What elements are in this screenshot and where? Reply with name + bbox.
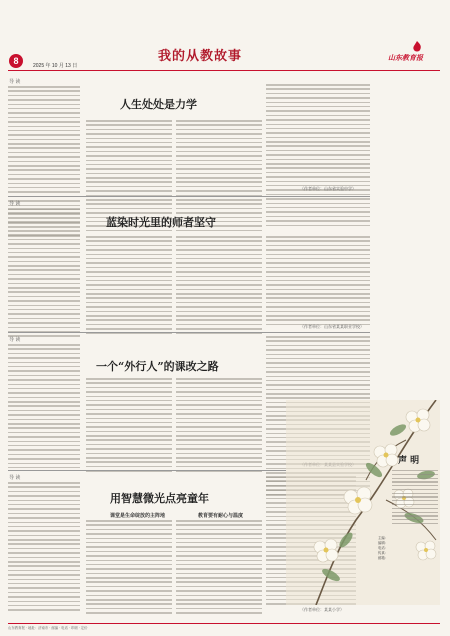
statement-title: 声 明 [398, 456, 420, 466]
article-label: 导 读 [9, 337, 21, 343]
logo-flame-icon [410, 40, 424, 54]
staff-list [378, 536, 442, 561]
section-divider [8, 332, 370, 333]
article-text-column [266, 84, 370, 229]
page-number: 8 [9, 54, 23, 68]
article-subhead: 课堂是生命绽放的主阵地 [110, 513, 166, 519]
page-footer: 山东教育报 · 地址：济南市 · 邮编 · 电话 · 印刷 · 定价 [8, 623, 440, 631]
staff-line: 电话： [378, 546, 389, 550]
article-text-column [8, 208, 80, 340]
article-headline: 人生处处是力学 [120, 98, 197, 111]
article-headline: 用智慧微光点亮童年 [110, 492, 209, 505]
section-divider [8, 470, 286, 471]
staff-line: 编辑： [378, 541, 389, 545]
newspaper-logo [388, 40, 434, 66]
article-byline: （作者单位：山东省某某职业学校） [300, 324, 364, 329]
article-text-column [176, 378, 262, 475]
article-text-column [86, 520, 172, 617]
article-text-column [86, 236, 172, 337]
article-text-column [8, 344, 80, 471]
article-label: 导 读 [9, 79, 21, 85]
staff-line: 邮箱： [378, 556, 389, 560]
article-text-column [8, 482, 80, 614]
section-title: 我的从教故事 [158, 49, 243, 64]
article-text-column [86, 378, 172, 475]
article-text-column [176, 520, 262, 617]
header-rule [8, 70, 440, 71]
article-headline: 一个“外行人”的课改之路 [96, 360, 219, 373]
article-text-column [266, 236, 370, 328]
logo-text: 山东教育报 [388, 53, 423, 62]
article-subhead: 教育要有耐心与温度 [198, 513, 244, 519]
article-byline: （作者单位：某某小学） [300, 607, 344, 612]
section-divider [8, 196, 370, 197]
article-text-column [176, 236, 262, 337]
article-headline: 蓝染时光里的师者坚守 [106, 216, 216, 229]
article-label: 导 读 [9, 201, 21, 207]
staff-line: 传真： [378, 551, 389, 555]
staff-line: 主编： [378, 536, 389, 540]
issue-date: 2025 年 10 月 13 日 [33, 63, 78, 69]
masthead [0, 0, 450, 74]
statement-text [392, 470, 438, 527]
article-byline: （作者单位：山东省实验中学） [300, 186, 356, 191]
article-label: 导 读 [9, 475, 21, 481]
